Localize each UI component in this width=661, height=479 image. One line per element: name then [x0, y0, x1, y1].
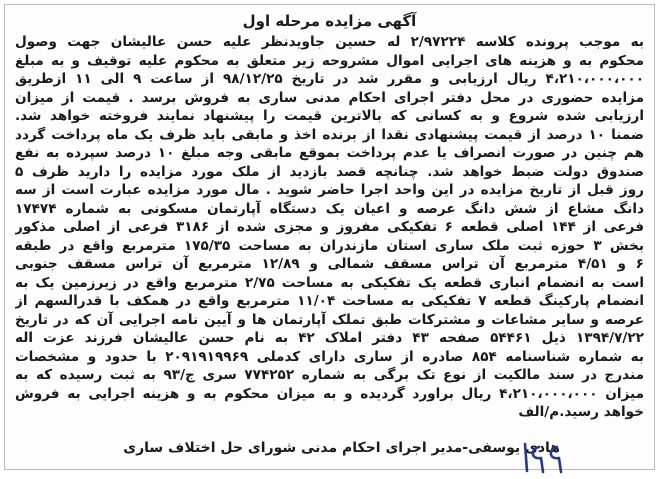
- notice-line: است به انضمام انباری قطعه یک تفکیکی به مساحت ۲/۷۵ مترمربع واقع در زیرزمین یک به: [15, 274, 644, 291]
- notice-line: مزایده حضوری در محل دفتر اجرای احکام مدنی ساری به فروش برسد . قیمت از میزان: [15, 89, 644, 106]
- notice-line: ۴،۲۱۰،۰۰۰،۰۰۰ ریال ارزیابی و مقرر شد در تاریخ ۹۸/۱۲/۲۵ از ساعت ۹ الی ۱۱ ازطریق: [15, 71, 644, 87]
- notice-line: روز قبل از تاریخ مزایده در این واحد اجرا حاضر شوید . مال مورد مزایده عبارت است از سه: [15, 182, 644, 198]
- handwritten-number-mark: [519, 441, 575, 475]
- notice-line: هم چنین در صورت انصراف یا عدم پرداخت بموقع مابقی وجه مبلغ ۱۰ درصد سپرده به نفع: [15, 145, 644, 161]
- notice-line: مندرج در سند مالکیت از نوع تک برگی به شماره ۷۷۴۲۵۲ سری ج/۹۳ به ثبت رسیده که به: [15, 367, 644, 383]
- notice-body: [15, 33, 644, 422]
- notice-line: به شماره شناسنامه ۸۵۴ صادره از ساری دارای کدملی ۲۰۹۱۹۱۹۹۶۹ با حدود و مشخصات: [15, 348, 644, 365]
- notice-line: خواهد رسید.م/الف: [518, 404, 644, 420]
- notice-line: انضمام پارکینگ قطعه ۷ تفکیکی به مساحت ۱۱/۰۴ مترمربع واقع در همکف با قدرالسهم از: [15, 293, 644, 309]
- notice-line: ارزیابی شده شروع و به کسانی که بالاترین قیمت را پیشنهاد نمایند فروخته خواهد شد.: [15, 108, 644, 124]
- notice-line: بخش ۳ حوزه ثبت ملک ساری استان مازندران به مساحت ۱۷۵/۳۵ مترمربع واقع در طبقه: [15, 237, 644, 254]
- notice-line: عرصه و سایر مشاعات و مشترکات طبق تملک آپارتمان ها و آیین نامه اجرایی آن که در تاریخ: [15, 311, 644, 328]
- notice-line: فرعی از ۱۴۴ اصلی قطعه ۶ تفکیکی مفروز و مجزی شده از ۳۱۸۶ فرعی از اصلی مذکور: [15, 219, 644, 235]
- notice-signature: هادی یوسفی-مدیر اجرای احکام مدنی شورای حل اختلاف ساری: [123, 440, 560, 456]
- notice-line: محکوم به و هزینه های اجرایی اموال مشروحه زیر متعلق به محکوم علیه توقیف و به مبلغ: [15, 52, 644, 69]
- notice-line: صندوق دولت ضبط خواهد شد. چنانچه قصد بازدید از ملک مورد مزایده را دارید ظرف ۵: [15, 163, 644, 180]
- notice-line: به موجب پرونده کلاسه ۲/۹۷۲۲۴ له حسین جاویدنظر علیه حسن عالیشان جهت وصول: [15, 34, 644, 50]
- auction-notice: [4, 4, 655, 470]
- notice-line: ۱۳۹۴/۷/۲۲ ذیل ۵۴۴۶۱ صفحه ۴۳ دفتر املاک ۴۲ به نام حسن عالیشان فرزند عزت اله: [15, 330, 644, 346]
- notice-headline: آگهی مزایده مرحله اول: [242, 12, 417, 30]
- notice-line: دانگ مشاع از شش دانگ عرصه و اعیان یک دستگاه آپارتمان مسکونی به شماره ۱۷۴۷۴: [15, 200, 644, 217]
- notice-line: میزان ۴،۲۱۰،۰۰۰،۰۰۰ ریال براورد گردیده و به میزان محکوم به و هزینه اجرایی به فروش: [15, 385, 644, 402]
- notice-line: ضمنا ۱۰ درصد از قیمت پیشنهادی نقدا از برنده اخذ و مابقی باید ظرف یک ماه پرداخت گردد: [15, 126, 644, 143]
- notice-line: ۶ و ۴/۵۱ مترمربع آن تراس مسقف شمالی و ۱۲/۸۹ مترمربع آن تراس مسقف جنوبی: [15, 256, 644, 272]
